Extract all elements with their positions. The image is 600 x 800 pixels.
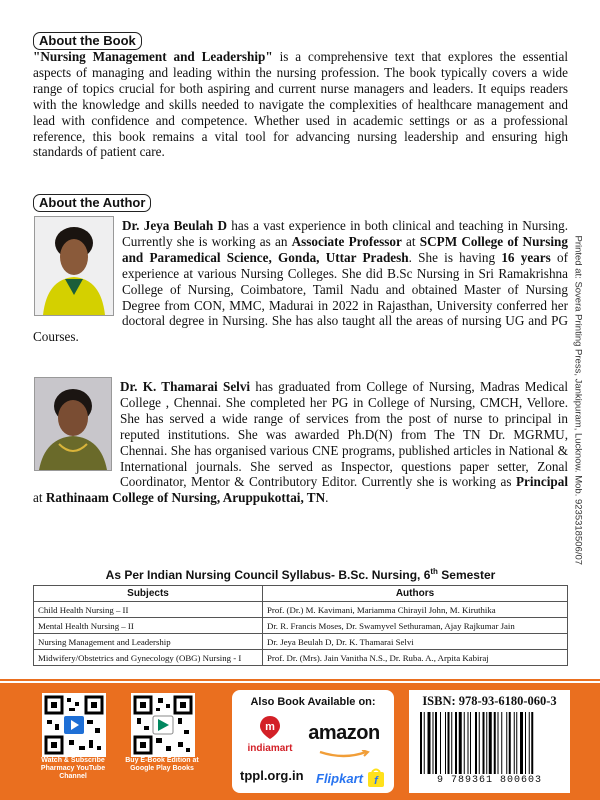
- author1-college: SCPM College of Nursing and Paramedical Science, Gonda, Uttar Pradesh: [122, 233, 568, 265]
- author2-t1: has graduated from College of Nursing, Madras Medical College , Chennai. She completed her PG in College of Nursing, CMCH, Vellore. She has served a wide range of services from the post of nurse to principal in reputed institutions. She was awarded Ph.D(N) from The TN Dr. MGRMU, Chennai. She has organised various CNE programs, published articles in National & International journals. She served as Inspector, questions paper setter, Zonal Coordinator, Mentor & Contributory Editor. Currently she is working as: [120, 379, 568, 490]
- svg-text:m: m: [265, 721, 275, 733]
- author1-t3: . She is having: [408, 249, 502, 265]
- flipkart-label: Flipkart: [316, 770, 363, 786]
- amazon-label: amazon: [308, 722, 380, 744]
- printer-info: Printed at: Sovera Printing Press, Jankipuram, Lucknow. Mob. 9235318506/07: [572, 235, 584, 566]
- table-row: [34, 650, 568, 666]
- author2-role: Principal: [515, 474, 568, 490]
- subjects-header: Subjects: [34, 586, 263, 602]
- amazon-smile-icon: [314, 750, 374, 758]
- author1-t4: of experience at various Nursing Colleges. She did B.Sc Nursing in Sri Ramakrishna College of Nursing, Coimbatore, Tamil Nadu and obtained Master of Nursing Degree from CON, MMC, Madurai in 2022 in Rajasthan, University conferred her doctoral degree in Nursing. She has also taught all the areas of nursing UG and PG Courses.: [33, 249, 568, 345]
- authors-cell: Prof. Dr. (Mrs). Jain Vanitha N.S., Dr. Ruba. A., Arpita Kabiraj: [263, 650, 568, 666]
- subject-cell: Child Health Nursing – II: [34, 602, 263, 618]
- authors-cell: Dr. R. Francis Moses, Dr. Swamyvel Sethuraman, Ajay Rajkumar Jain: [263, 618, 568, 634]
- authors-header: Authors: [263, 586, 568, 602]
- book-title: "Nursing Management and Leadership": [33, 49, 273, 64]
- subject-cell: Midwifery/Obstetrics and Gynecology (OBG) Nursing - I: [34, 650, 263, 666]
- svg-text:f: f: [374, 775, 378, 787]
- author1-bio: [33, 218, 568, 345]
- syllabus-title-sup: th: [430, 567, 438, 576]
- flipkart-logo[interactable]: [316, 768, 385, 788]
- author2-bio: [33, 379, 568, 506]
- author1-role: Associate Professor: [291, 233, 402, 249]
- author2-t2: at: [33, 490, 46, 506]
- about-book-label: About the Book: [33, 32, 142, 50]
- youtube-qr-caption: Watch & Subscribe Pharmacy YouTube Channel: [40, 757, 106, 780]
- barcode-digits: 9 789361 800603: [436, 775, 542, 786]
- authors-cell: Dr. Jeya Beulah D, Dr. K. Thamarai Selvi: [263, 634, 568, 650]
- author1-name: Dr. Jeya Beulah D: [122, 218, 227, 233]
- indiamart-label: indiamart: [247, 743, 293, 754]
- table-row: [34, 618, 568, 634]
- isbn-number: ISBN: 978-93-6180-060-3: [422, 694, 557, 708]
- indiamart-icon: [258, 714, 282, 740]
- table-row: [34, 634, 568, 650]
- author2-name: Dr. K. Thamarai Selvi: [120, 379, 251, 394]
- author2-t3: .: [325, 490, 329, 506]
- also-available-heading: Also Book Available on:: [250, 696, 376, 708]
- syllabus-title: [33, 567, 568, 582]
- subject-cell: Nursing Management and Leadership: [34, 634, 263, 650]
- subjects-table: [33, 585, 568, 666]
- author1-years: 16 years: [501, 249, 551, 265]
- indiamart-logo[interactable]: [244, 714, 296, 754]
- google-play-qr-code[interactable]: [131, 693, 195, 757]
- syllabus-title-end: Semester: [437, 568, 496, 582]
- author1-t2: at: [401, 233, 420, 249]
- authors-cell: Prof. (Dr.) M. Kavimani, Mariamma Chirayil John, M. Kiruthika: [263, 602, 568, 618]
- about-book-body: is a comprehensive text that explores the essential aspects of managing and leading within the nursing profession. The book typically covers a wide range of topics crucial for both aspiring and current nurse managers and leaders. It equips readers with the knowledge and skills needed to navigate the complexities of healthcare management and lead with confidence and competence. Whether used in academic settings or as a professional reference, this book remains a vital tool for advancing nursing leadership and ensuring high standards of patient care.: [33, 49, 568, 160]
- about-author-label: About the Author: [33, 194, 151, 212]
- barcode-icon: [416, 712, 564, 774]
- tppl-link[interactable]: tppl.org.in: [240, 768, 304, 783]
- band-divider: [0, 679, 600, 681]
- flipkart-bag-icon: [367, 768, 385, 788]
- isbn-panel: [409, 690, 570, 793]
- available-on-panel: [232, 690, 394, 793]
- google-play-qr-caption: Buy E-Book Edition at Google Play Books: [125, 757, 199, 772]
- syllabus-title-main: As Per Indian Nursing Council Syllabus- B.Sc. Nursing, 6: [105, 568, 431, 582]
- author2-college: Rathinaam College of Nursing, Aruppukottai, TN: [45, 490, 326, 506]
- table-header-row: [34, 586, 568, 602]
- about-book-text: [33, 49, 568, 160]
- table-row: [34, 602, 568, 618]
- author1-t1: has a vast experience in both clinical and teaching in Nursing. Currently she is working as an: [122, 218, 568, 249]
- amazon-logo[interactable]: [302, 722, 386, 763]
- youtube-qr-code[interactable]: [42, 693, 106, 757]
- subject-cell: Mental Health Nursing – II: [34, 618, 263, 634]
